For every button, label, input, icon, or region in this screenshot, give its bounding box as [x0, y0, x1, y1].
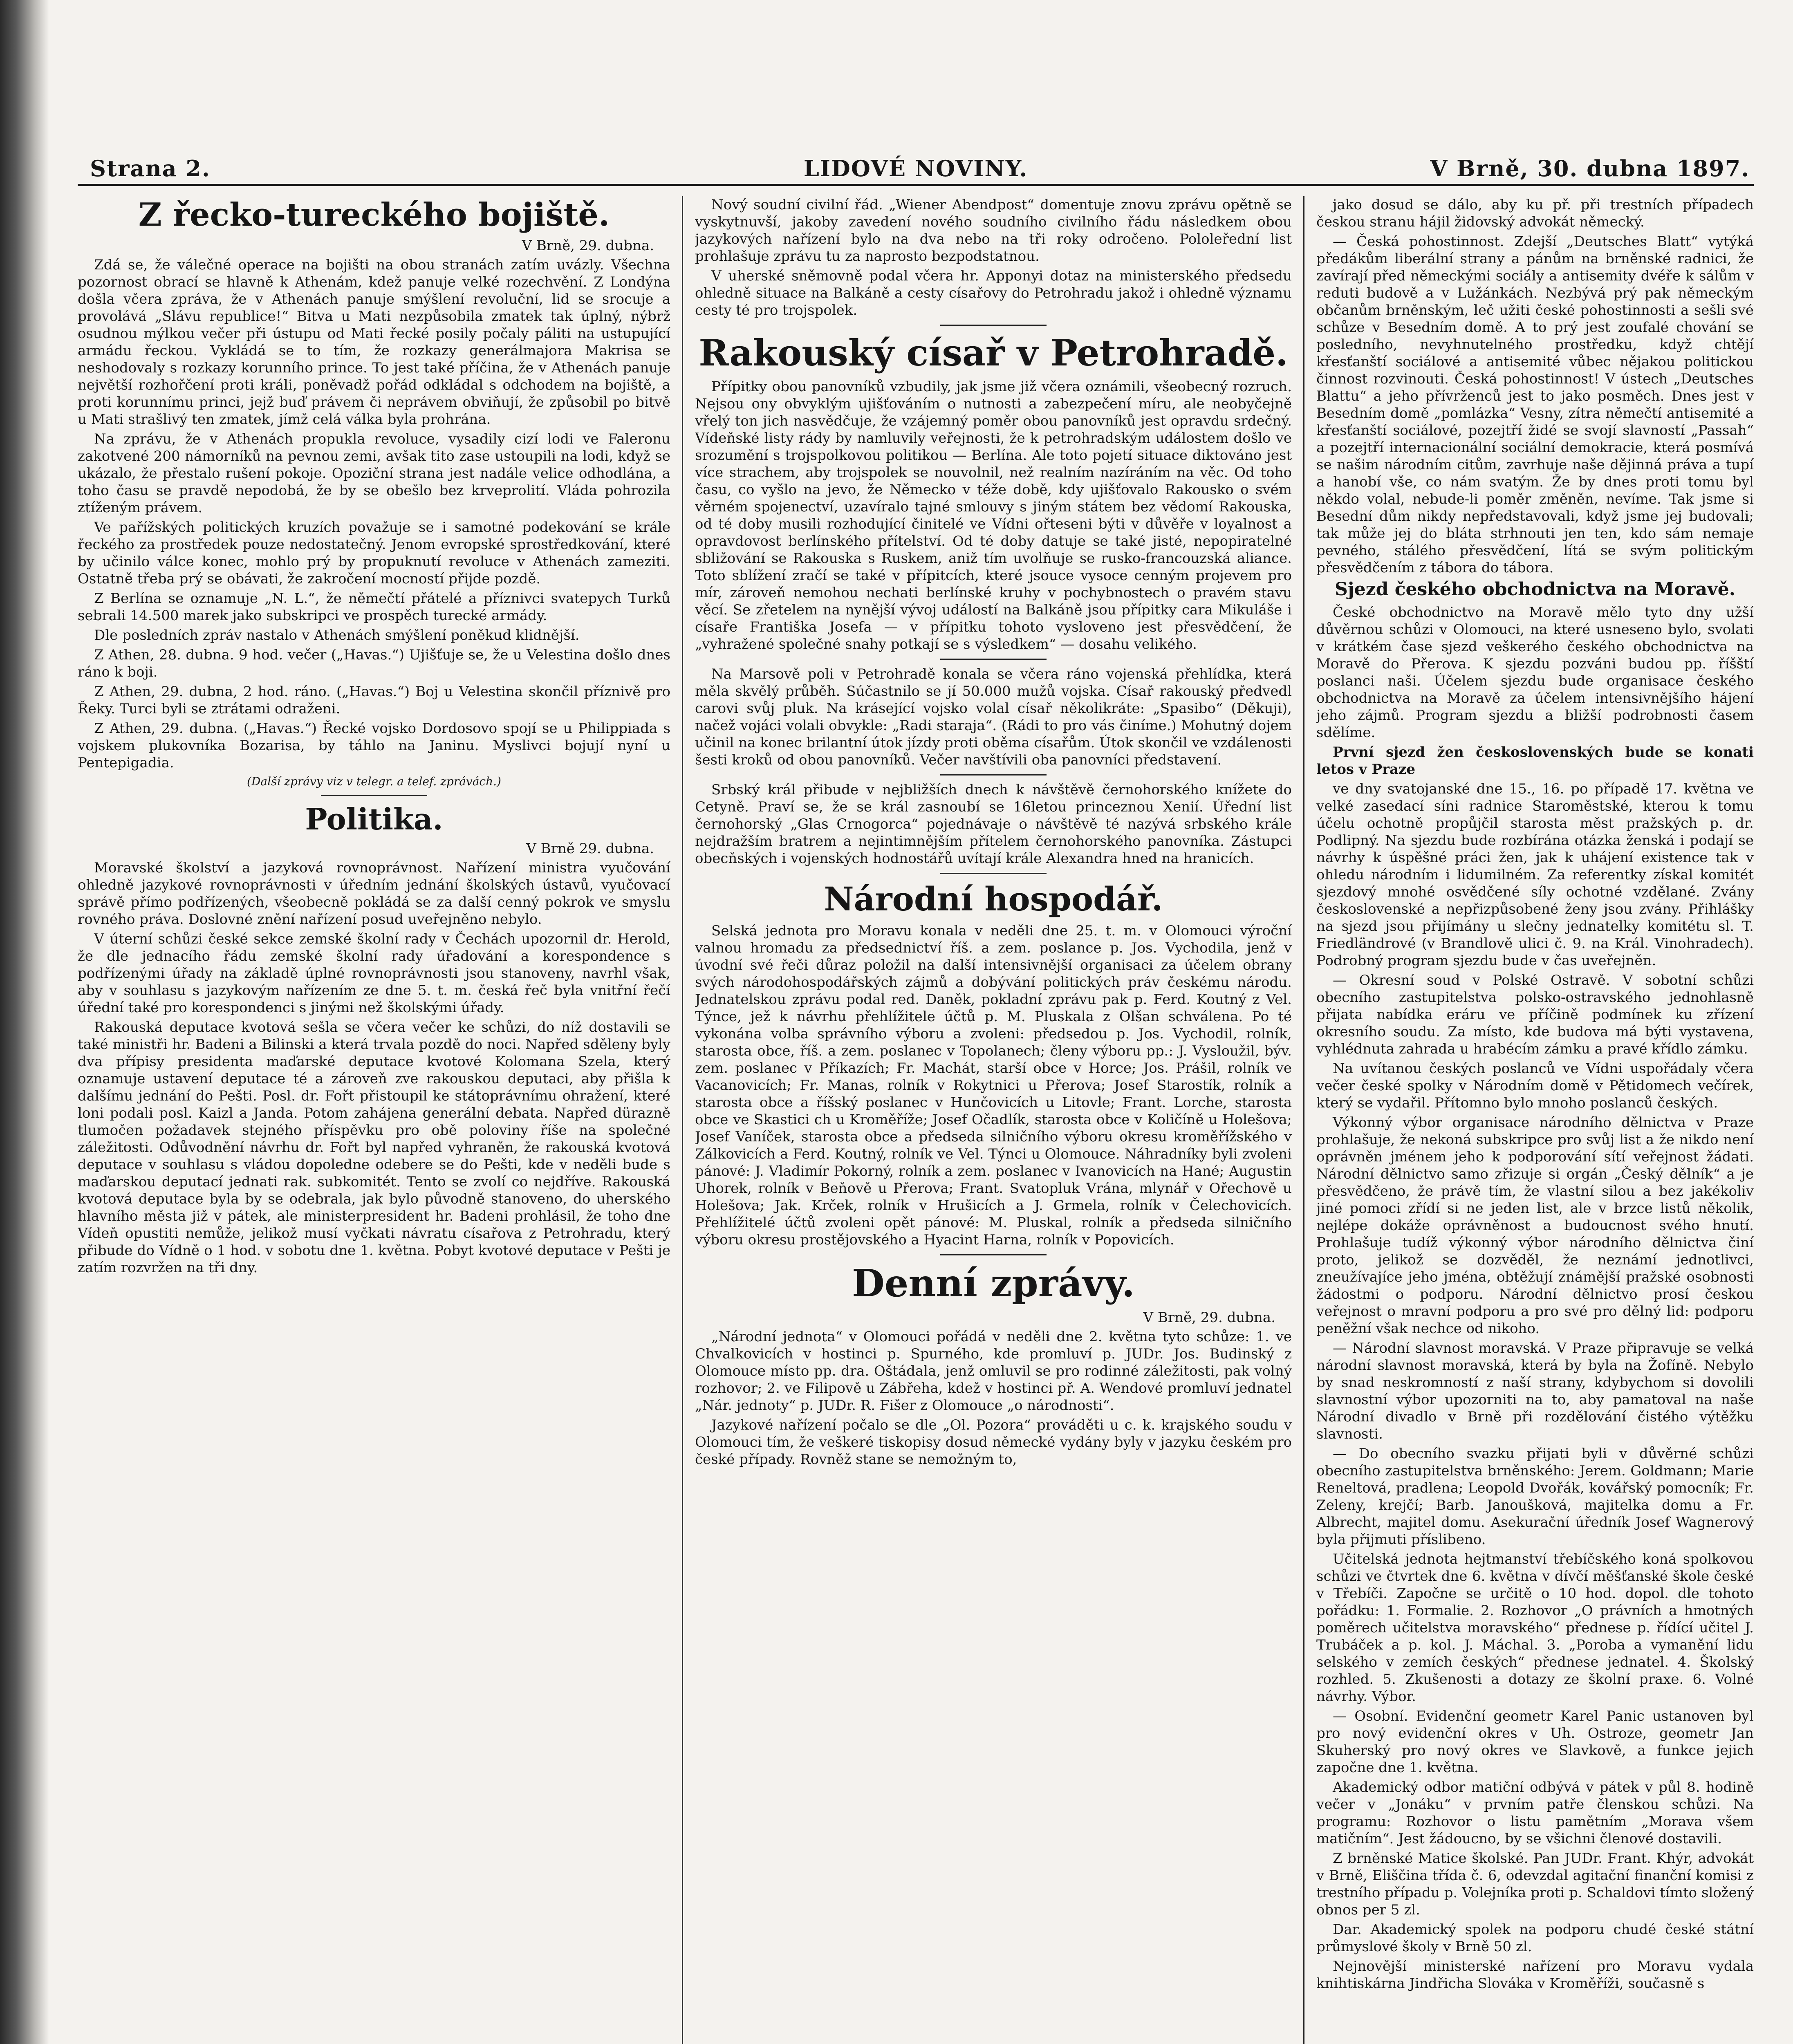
article-paragraph: Ve pařížských politických kruzích považuje se i samotné podekování se krále řeckého za prostředek pouze nedostatečný. Jenom evropské sprostředkování, které by učinilo válce konec, mohlo prý by propuknutí revoluce v Athenách zameziti. Ostatně třeba prý se obávati, že zakročení mocností přijde pozdě. [78, 519, 670, 587]
article-paragraph: — Okresní soud v Polské Ostravě. V sobotní schůzi obecního zastupitelstva polsko-ostravského jednohlasně přijata nabídka eráru ve příčině podmínek ku zřízení okresního soudu. Za místo, kde budova má býti vystavena, vyhlédnuta zahrada u hrabécím zámku a pravé křídlo zámku. [1316, 972, 1754, 1057]
section-title-daily-news: Denní zprávy. [852, 1261, 1135, 1305]
article-paragraph: Selská jednota pro Moravu konala v neděli dne 25. t. m. v Olomouci výroční valnou hromadu za předsednictví říš. a zem. poslance p. Jos. Vychodila, jenž v úvodní své řeči důraz položil na další intensivnější organisaci za účelem obrany svých národohospodářských zájmů a dobývání politických práv českému národu. Jednatelskou zprávu podal red. Daněk, pokladní zprávu pak p. Ferd. Koutný z Vel. Týnce, jež k návrhu přehlížitele účtů p. M. Pluskala z Olšan schválena. Po té vykonána volba správního výboru a zvoleni: předsedou p. Jos. Vychodil, rolník, starosta obce, říš. a zem. poslanec v Topolanech; členy výboru pp.: J. Vysloužil, býv. zem. poslanec v Příkazích; Fr. Machát, starší obce v Horce; Jos. Prášil, rolník ve Vacanovicích; Fr. Manas, rolník v Rokytnici u Přerova; Josef Starostík, rolník a starosta obce a říšský poslanec v Hunčovicích u Litovle; Frant. Lorche, starosta obce ve Skastici ch u Kroměříže; Josef Očadlík, starosta obce v Količíně u Holešova; Josef Vaníček, starosta obce a předseda silničního výboru okresu kroměřížského v Zálkovicích a Ferd. Koutný, rolník ve Vel. Týnci u Olomouce. Náhradníky byli zvoleni pánové: J. Vladimír Pokorný, rolník a zem. poslanec v Ivanovicích na Hané; Augustin Uhorek, rolník v Beňově u Přerova; Frant. Svatopluk Vrána, mlynář v Ořechově u Holešova; Jak. Krček, rolník v Hrušicích a J. Grmela, rolník v Čelechovicích. Přehlížitelé účtů zvoleni opět pánové: M. Pluskal, rolník a předseda silničního výboru okresu prostějovského a Hyacint Harna, rolník v Popovicích. [695, 923, 1292, 1248]
section-divider [940, 774, 1047, 775]
dateline: V Brně, 29. dubna. [522, 238, 654, 254]
article-paragraph: Rakouská deputace kvotová sešla se včera večer ke schůzi, do níž dostavili se také ministři hr. Badeni a Bilinski a která trvala pozdě do noci. Napřed sděleny byly dva přípisy presidenta maďarské deputace kvotové Kolomana Szela, který oznamuje ustavení deputace té a zároveň zve rakouskou deputaci, aby přišla k dalšímu jednání do Pešti. Posl. dr. Fořt přistoupil ke státoprávnímu ohražení, které loni podali posl. Kaizl a Janda. Potom zahájena generální debata. Napřed dürazně tlumočen požadavek stejného příspěvku pro obě poloviny říše na společné záležitosti. Odůvodnění návrhu dr. Fořt byl napřed vyhraněn, že rakouská kvotová deputace v souhlasu s vládou dopoledne odebere se do Pešti, kde v neděli bude s maďarskou deputací jednati rak. subkomitét. Tento se zvolí co nejdříve. Rakouská kvotová deputace byla by se odebrala, jak bylo původně stanoveno, do uherského hlavního města již v pátek, ale ministerpresident hr. Badeni prohlásil, že toho dne Vídeň opustiti nemůže, jelikož musí vyčkati návratu císařova z Petrohradu, který přibude do Vídně o 1 hod. v sobotu dne 1. května. Pobyt kvotové deputace v Pešti je zatím rozvržen na tři dny. [78, 1019, 670, 1276]
article-paragraph: Výkonný výbor organisace národního dělnictva v Praze prohlašuje, že nekoná subskripce pro svůj list a že nikdo není oprávněn jménem jeho k podporování sítí veřejnost žádati. Národní dělnictvo samo zřizuje si orgán „Český dělník“ a je přesvědčeno, že právě tím, že vlastní silou a bez jakékoliv jiné pomoci zřídí si ne jeden list, ale v brzce listů několik, nejlépe dokáže oprávněnost a budoucnost svého hnutí. Prohlašuje tudíž výkonný výbor národního dělnictva činí proto, jelikož se dozvěděl, že neznámí jednotlivci, zneužívajíce jeho jména, obtěžují známější pražské osobnosti žádostmi o podporu. Národní dělnictvo prosí českou veřejnost o mravní podporu a pro své pro dělný lid: podporu peněžní však nechce od nikoho. [1316, 1114, 1754, 1337]
article-paragraph: Moravské školství a jazyková rovnoprávnost. Nařízení ministra vyučování ohledně jazykové rovnoprávnosti v úředním jednání školských ústavů, vyučovací správě přímo podřízených, všeobecně pokládá se za další cenný pokrok ve smyslu rovného práva. Doslovné znění nařízení posud uveřejněno nebylo. [78, 860, 670, 928]
article-paragraph: Nový soudní civilní řád. „Wiener Abendpost“ domentuje znovu zprávu opětně se vyskytnuvší, jakoby zavedení nového soudního civilního řádu následkem obou jazykových nařízení bylo na dva nebo na tři roky odročeno. Pololeřední list prohlašuje zprávu tu za naprosto bezpodstatnou. [695, 197, 1292, 264]
column-divider [1303, 196, 1304, 2044]
page-header [78, 155, 1754, 186]
article-paragraph: Akademický odbor matiční odbývá v pátek v půl 8. hodině večer v „Jonáku“ v prvním patře členskou schůzi. Na programu: Rozhovor o listu pamětním „Morava všem matičním“. Jest žádoucno, by se všichni členové dostavili. [1316, 1779, 1754, 1847]
article-paragraph: Dle posledních zpráv nastalo v Athenách smýšlení poněkud klidnější. [94, 627, 580, 643]
article-paragraph: „Národní jednota“ v Olomouci pořádá v neděli dne 2. května tyto schůze: 1. ve Chvalkovicích v hostinci p. Spurného, kde promluví p. JUDr. Jos. Budinský z Olomouce místo pp. dra. Oštádala, jenž omluvil se pro rodinné záležitosti, pak volný rozhovor; 2. ve Filipově u Zábřeha, kdež v hostinci př. A. Wendové promluví jednatel „Nár. jednoty“ p. JUDr. R. Fišer z Olomouce „o národnosti“. [695, 1329, 1292, 1414]
telegram-paragraph: Z Athen, 28. dubna. 9 hod. večer („Havas.“) Ujišťuje se, že u Velestina došlo dnes ráno k boji. [78, 647, 670, 680]
dateline: V Brně 29. dubna. [526, 840, 654, 857]
article-paragraph: V úterní schůzi české sekce zemské školní rady v Čechách upozornil dr. Herold, že dle jednacího řádu zemské školní rady úřadování a korespondence s podřízenými úřady na základě úplné rovnoprávnosti jsou stanoveny, navrhl však, aby v souhlasu s jazykovým nařízením ze dne 5. t. m. česká řeč byla vnitřní řečí úřední také pro korespondenci s jinými než školskými úřady. [78, 931, 670, 1016]
article-paragraph: — Česká pohostinnost. Zdejší „Deutsches Blatt“ vytýká předákům liberální strany a pánům na brněnské radnici, že zavírají před německými sociály a antisemity dvéře k sálům v reduti budově a v Lužánkách. Nezbývá prý pak německým občanům brněnským, leč užiti české pohostinnosti a sešli své schůze v Besedním domě. A to prý jest zoufalé chování se posledního, nevyhnutelného prostředku, když chtějí křesťanští sociálové a antisemité vůbec nějakou politickou činnost rozvinouti. Česká pohostinnost! V ústech „Deutsches Blattu“ a jeho přívrženců jest to jako posměch. Dnes jest v Besedním domě „pomlázka“ Vesny, zítra němečtí antisemité a křesťanští sociálové, pozejtří židé se svojí slavností „Passah“ a pozejtří internacionální sociální demokracie, která posmívá se našim národním citům, zavrhuje naše dějinná práva a tupí a hanobí vše, co nám svatým. Že by dnes proti tomu byl někdo volal, nebude-li poměr změněn, nevíme. Tak jsme si Besední dům nikdy nepředstavovali, když jsme jej budovali; tak může jej do bláta strhnouti jen ten, kdo sám nemaje pevného, stálého přesvědčení, lítá se svým politickým přesvědčením z tábora do tábora. [1316, 233, 1754, 576]
telegram-paragraph: Z Athen, 29. dubna, 2 hod. ráno. („Havas.“) Boj u Velestina skončil příznivě pro Řeky. Turci byli se ztrátami odraženi. [78, 684, 670, 717]
article-paragraph: Přípitky obou panovníků vzbudily, jak jsme již včera oznámili, všeobecný rozruch. Nejsou ony obvyklým ujišťováním o nutnosti a zabezpečení míru, ale neobyčejně vřelý ton jich nasvědčuje, že vzájemný poměr obou panovníků jest opravdu srdečný. Vídeňské listy rády by namluvily veřejnosti, že k petrohradským událostem došlo ve srozumění s trojspolkovou politikou — Berlína. Ale toto pojetí situace diktováno jest více strachem, aby trojspolek se nouvolnil, než realním nazíráním na věc. Od toho času, co vyšlo na jevo, že Německo v téže době, kdy ujišťovalo Rakousko o svém věrném spojenectví, uzavíralo tajné smlouvy s jiným státem bez vědomí Rakouska, od té doby musili rozhodující činitelé ve Vídni ořteseni býti v důvěře v loyalnost a opravdovost berlínského přítelství. Od té doby datuje se také jisté, nepopiratelné sbližování se Rakouska s Ruskem, aniž tím uvolňuje se rusko-francouzská aliance. Toto sblížení zračí se také v přípitcích, které jsouce vysoce cenným projevem pro mír, zároveň nemohou nechati berlínské kruhy v pochybnostech o pravém stavu věcí. Se zřetelem na nynější vývoj událostí na Balkáně jsou přípitky cara Mikuláše i císaře Františka Josefa — v přípitku tohoto vysloveno jest přesvědčení, že „vyhražené společné snahy potkají se s výsledkem“ — dosahu velikého. [695, 379, 1292, 652]
subheading-merchants: Sjezd českého obchodnictva na Moravě. [1334, 579, 1736, 600]
section-divider [940, 873, 1047, 874]
section-title-emperor: Rakouský císař v Petrohradě. [699, 332, 1288, 374]
article-paragraph: — Národní slavnost moravská. V Praze připravuje se velká národní slavnost moravská, která by byla na Žofíně. Nebylo by snad neskromností z naší strany, kdybychom si dovolili slavnostní výbor upozorniti na to, aby pamatoval na naše Národní divadlo v Brně při rozdělování čistého výtěžku slavnosti. [1316, 1340, 1754, 1442]
section-divider [940, 325, 1047, 326]
subheading-women-congress: První sjezd žen československých bude se konati letos v Praze [1316, 744, 1754, 778]
article-paragraph: V uherské sněmovně podal včera hr. Apponyi dotaz na ministerského předsedu ohledně situace na Balkáně a cesty císařovy do Petrohradu jakož i ohledně významu cesty té pro trojspolek. [695, 268, 1292, 318]
article-paragraph: České obchodnictvo na Moravě mělo tyto dny užší důvěrnou schůzi v Olomouci, na které usneseno bylo, svolati v krátkém čase sjezd veškerého českého obchodnictva na Moravě do Přerova. K sjezdu pozváni budou pp. říšští poslanci naši. Účelem sjezdu bude organisace českého obchodnictva na Moravě za účelem intensivnějšího hájení jeho zájmů. Program sjezdu a bližší podrobnosti časem sdělíme. [1316, 604, 1754, 741]
section-title-battlefield: Z řecko-tureckého bojiště. [138, 196, 610, 233]
article-paragraph: jako dosud se dálo, aby ku př. při trestních případech českou stranu hájil židovský advokát německý. [1316, 197, 1754, 230]
article-paragraph: Nejnovější ministerské nařízení pro Moravu vydala knihtiskárna Jindřicha Slováka v Kroměříži, současně s [1316, 1958, 1754, 1992]
article-paragraph: — Osobní. Evidenční geometr Karel Panic ustanoven byl pro nový evidenční okres v Uh. Ostroze, geometr Jan Skuherský pro nový okres ve Slavkově, a funkce jejich započne dne 1. května. [1316, 1708, 1754, 1776]
column-1 [78, 196, 670, 2044]
article-paragraph: Na Marsově poli v Petrohradě konala se včera ráno vojenská přehlídka, která měla skvělý průběh. Súčastnilo se jí 50.000 mužů vojska. Císař rakouský předvedl carovi svůj pluk. Na krásející vojsko volal císař několikráte: „Spasibo“ (Děkuji), načež vojáci volali obvykle: „Radi starajа“. (Rádi to pro vás činíme.) Mohutný dojem učinil na konec brilantní útok jízdy proti oběma císařům. Útok skončil ve vzdálenosti šesti kroků od obou panovníků. Večer navštívili oba panovníci představení. [695, 666, 1292, 768]
article-paragraph: Zdá se, že válečné operace na bojišti na obou stranách zatím uvázly. Všechna pozornost obrací se hlavně k Athenám, kdež panuje velké rozechvění. Z Londýna došla včera zpráva, že v Athenách panuje smýšlení revoluční, lid se srocuje a provolává „Slávu republice!“ Bitva u Mati nezpůsobila zmatek tak úplný, nýbrž osudnou mýlkou večer při ústupu od Mati řecké posily počaly páliti na ustupující armádu řeckou. Vykládá se to tím, že rozkazy generálmajora Makrisa se neshodovaly s rozkazy korunního prince. To jest také příčina, že v Athenách panuje největší rozhořčení proti králi, poněvadž pořád odkládal s odchodem na bojiště, a proti korunnímu princi, jejž buď právem či neprávem obviňují, že způsobil po bitvě u Mati strašlivý ten zmatek, jímž celá válka byla prohrána. [78, 257, 670, 428]
column-divider [682, 196, 683, 2044]
article-paragraph: Dar. Akademický spolek na podporu chudé české státní průmyslové školy v Brně 50 zl. [1316, 1921, 1754, 1955]
column-2 [695, 196, 1292, 2044]
section-divider [940, 1254, 1047, 1255]
section-title-economy: Národní hospodář. [824, 880, 1163, 918]
article-paragraph: Srbský král přibude v nejbližších dnech k návštěvě černohorského knížete do Cetyně. Praví se, že se král zasnoubí se 16letou princeznou Xenií. Úřední list černohorský „Glas Crnogorca“ pojednávaje o návštěvě té nazývá srbského krále nejdražším bratrem a nejintimnějším přítelem černohorského panovníka. Zástupci obecňských i vojenských hodnostářů uvítají krále Alexandra hned na hranicích. [695, 782, 1292, 867]
column-3 [1316, 196, 1754, 2044]
section-title-politics: Politika. [305, 802, 443, 836]
article-paragraph: Z Berlína se oznamuje „N. L.“, že němečtí přátelé a příznivci svatepych Turků sebrali 14.500 marek jako subskripci ve prospěch turecké armády. [78, 590, 670, 624]
book-binding-gutter [0, 0, 49, 2044]
masthead: LIDOVÉ NOVINY. [803, 155, 1028, 182]
telegram-paragraph: Z Athen, 29. dubna. („Havas.“) Řecké vojsko Dordosovo spojí se u Philippiada s vojskem plukovníka Bozarisa, by táhlo na Janinu. Myslivci bojují nyní u Pentepigadia. [78, 720, 670, 771]
article-paragraph: Na zprávu, že v Athenách propukla revoluce, vysadily cizí lodi ve Faleronu zakotvené 200 námorníků na pevnou zemi, avšak tito zase ustoupili na lodi, když se ukázalo, že přestalo rušení pokoje. Opoziční strana jest nadále velice odhodlána, a toho času se pravdě nepodobá, že by se obešlo bez krveprolití. Vláda pohrozila ztíženým právem. [78, 431, 670, 516]
article-paragraph: ve dny svatojanské dne 15., 16. po případě 17. května ve velké zasedací síni radnice Staroměstské, kterou k tomu účelu ochotně propůjčil starosta měst pražských p. dr. Podlipný. Na sjezdu bude rozbírána otázka ženská i podají se návrhy k úspěšné práci žen, jak k uhájení existence tak v ohledu národním i lidumilném. Za referentky získal komitét sjezdový mnohé osvědčené síly ochotné vzdělané. Zvány československé a nepřizpůsobené ženy jsou zvány. Přihlášky na sjezd jsou přijímány u slečny jednatelky komitétu sl. T. Friedländrové (v Brandlově ulici č. 9. na Král. Vinohradech). Podrobný program sjezdu bude v čas uveřejněn. [1316, 781, 1754, 969]
article-paragraph: Na uvítanou českých poslanců ve Vídni uspořádaly včera večer české spolky v Národním domě v Pětidomech večírek, který se vydařil. Přítomno bylo mnoho poslanců českých. [1316, 1060, 1754, 1111]
article-paragraph: Jazykové nařízení počalo se dle „Ol. Pozora“ prováděti u c. k. krajského soudu v Olomouci tím, že veškeré tiskopisy dosud německé vydány byly v jazyku českém pro české případy. Rovněž stane se nemožným to, [695, 1417, 1292, 1468]
article-paragraph: Učitelská jednota hejtmanství třebíčského koná spolkovou schůzi ve čtvrtek dne 6. května v dívčí měšťanské škole české v Třebíči. Započne se určitě o 10 hod. dopol. dle tohoto pořádku: 1. Formalie. 2. Rozhovor „O právních a hmotných poměrech učitelstva moravského“ přednese p. řídící učitel J. Trubáček a p. kol. J. Máchal. 3. „Poroba a vymanění lidu selského v zemích českých“ přednese jednatel. 4. Školský rozhled. 5. Zkušenosti a dotazy ze školní praxe. 6. Volné návrhy. Výbor. [1316, 1551, 1754, 1705]
dateline: V Brně, 29. dubna. [1143, 1309, 1275, 1326]
issue-date: V Brně, 30. dubna 1897. [1430, 155, 1750, 182]
section-divider [940, 659, 1047, 660]
page-number: Strana 2. [90, 155, 211, 182]
section-divider [321, 795, 427, 796]
article-paragraph: — Do obecního svazku přijati byli v důvěrné schůzi obecního zastupitelstva brněnského: Jerem. Goldmann; Marie Reneltová, pradlena; Leopold Dvořák, kovářský pomocník; Fr. Zeleny, krejčí; Barb. Janoušková, majitelka domu a Fr. Albrecht, majitel domu. Asekurační úředník Josef Wagnerový byla přijmuti příslibeno. [1316, 1446, 1754, 1548]
editorial-note: (Další zprávy viz v telegr. a telef. zprávách.) [247, 775, 501, 788]
newspaper-page [78, 155, 1754, 2044]
article-paragraph: Z brněnské Matice školské. Pan JUDr. Frant. Khýr, advokát v Brně, Eliščina třída č. 6, odevzdal agitační finanční komisi z trestního případu p. Volejníka proti p. Schaldovi tímto složený obnos per 5 zl. [1316, 1850, 1754, 1918]
